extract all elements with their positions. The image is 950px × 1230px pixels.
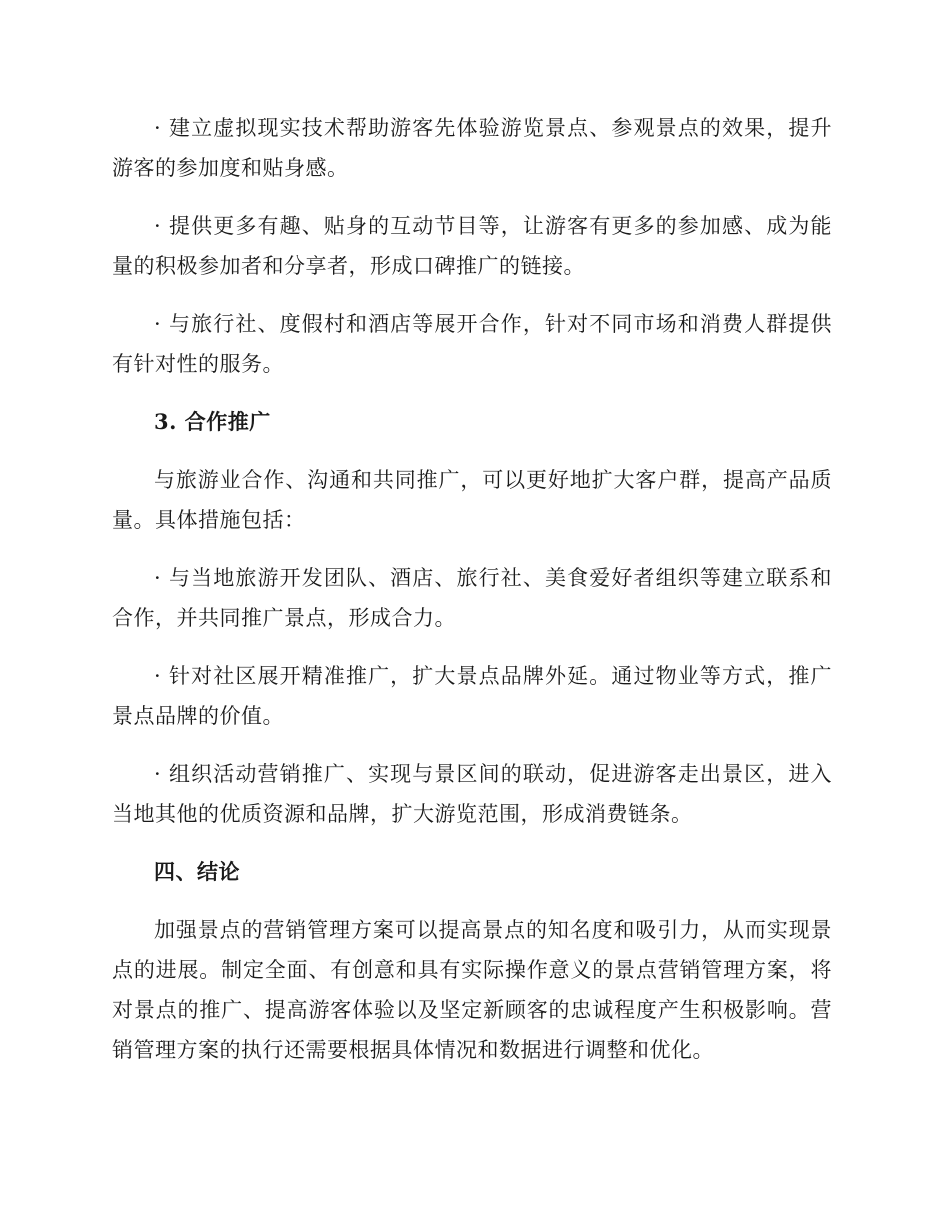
bullet-paragraph-partnership: · 与旅行社、度假村和酒店等展开合作，针对不同市场和消费人群提供有针对性的服务。 — [112, 312, 832, 376]
document-page — [112, 108, 832, 1088]
section-heading-conclusion: 四、结论 — [154, 859, 240, 884]
paragraph-cooperation-intro: 与旅游业合作、沟通和共同推广，可以更好地扩大客户群，提高产品质量。具体措施包括： — [112, 468, 832, 532]
bullet-paragraph-vr: · 建立虚拟现实技术帮助游客先体验游览景点、参观景点的效果，提升游客的参加度和贴身感。 — [112, 116, 832, 180]
bullet-paragraph-local-teams: · 与当地旅游开发团队、酒店、旅行社、美食爱好者组织等建立联系和合作，并共同推广景点，形成合力。 — [112, 566, 832, 630]
paragraph-conclusion: 加强景点的营销管理方案可以提高景点的知名度和吸引力，从而实现景点的进展。制定全面、有创意和具有实际操作意义的景点营销管理方案，将对景点的推广、提高游客体验以及坚定新顾客的忠诚程度产生积极影响。营销管理方案的执行还需要根据具体情况和数据进行调整和优化。 — [112, 918, 832, 1062]
bullet-paragraph-events: · 组织活动营销推广、实现与景区间的联动，促进游客走出景区，进入当地其他的优质资源和品牌，扩大游览范围，形成消费链条。 — [112, 762, 832, 826]
bullet-paragraph-interactive: · 提供更多有趣、贴身的互动节目等，让游客有更多的参加感、成为能量的积极参加者和分享者，形成口碑推广的链接。 — [112, 214, 832, 278]
section-heading-cooperation: 3. 合作推广 — [154, 409, 271, 434]
bullet-paragraph-community: · 针对社区展开精准推广，扩大景点品牌外延。通过物业等方式，推广景点品牌的价值。 — [112, 664, 832, 728]
